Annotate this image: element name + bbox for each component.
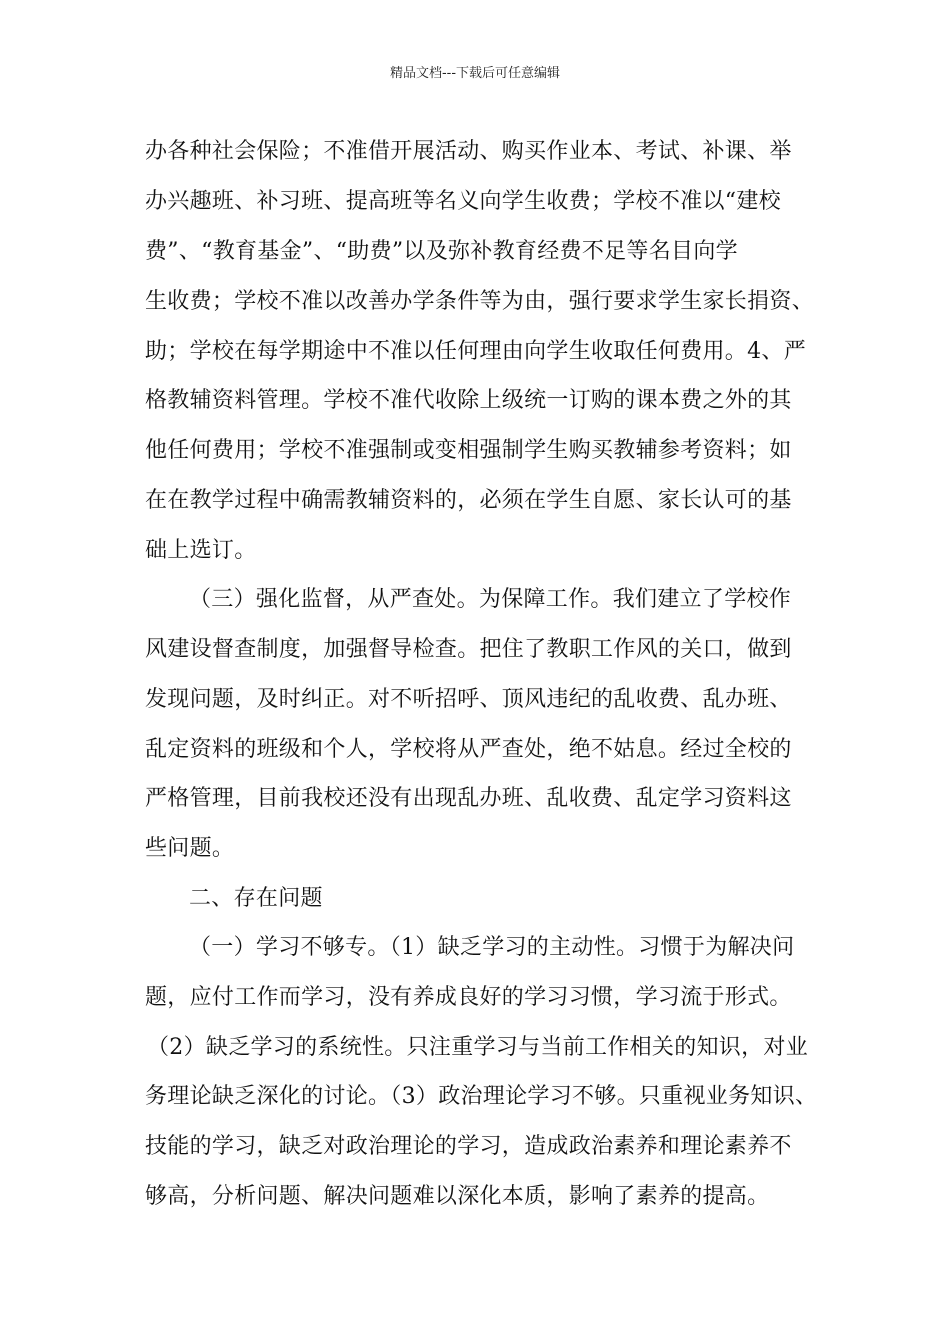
text-line: 础上选订。 — [145, 538, 257, 563]
text-line: 技能的学习，缺乏对政治理论的学习，造成政治素养和理论素养不 — [145, 1134, 792, 1159]
text-line: 费”、“教育基金”、“助费”以及弥补教育经费不足等名目向学 — [145, 239, 738, 264]
text-line: 在在教学过程中确需教辅资料的，必须在学生自愿、家长认可的基 — [145, 488, 792, 513]
text-line: 乱定资料的班级和个人，学校将从严查处，绝不姑息。经过全校的 — [145, 737, 792, 762]
text-line: 生收费；学校不准以改善办学条件等为由，强行要求学生家长捐资、 — [145, 289, 815, 314]
text-line: 发现问题，及时纠正。对不听招呼、顶风违纪的乱收费、乱办班、 — [145, 687, 792, 712]
paragraph-first-line: （三）强化监督，从严查处。为保障工作。我们建立了学校作 — [189, 587, 792, 612]
text-line: 办各种社会保险；不准借开展活动、购买作业本、考试、补课、举 — [145, 139, 792, 164]
paragraph-first-line: （一）学习不够专。（1）缺乏学习的主动性。习惯于为解决问 — [189, 935, 795, 960]
text-line: 务理论缺乏深化的讨论。（3）政治理论学习不够。只重视业务知识、 — [145, 1084, 818, 1109]
page-header: 精品文档---下载后可任意编辑 — [389, 66, 561, 81]
text-line: 够高，分析问题、解决问题难以深化本质，影响了素养的提高。 — [145, 1184, 770, 1209]
text-line: 题，应付工作而学习，没有养成良好的学习习惯，学习流于形式。 — [145, 985, 792, 1010]
text-line: 风建设督查制度，加强督导检查。把住了教职工作风的关口，做到 — [145, 637, 792, 662]
text-line: 些问题。 — [145, 836, 235, 861]
text-line: （2）缺乏学习的系统性。只注重学习与当前工作相关的知识，对业 — [147, 1035, 808, 1060]
text-line: 格教辅资料管理。学校不准代收除上级统一订购的课本费之外的其 — [145, 388, 792, 413]
text-line: 他任何费用；学校不准强制或变相强制学生购买教辅参考资料；如 — [145, 438, 792, 463]
text-line: 严格管理，目前我校还没有出现乱办班、乱收费、乱定学习资料这 — [145, 786, 792, 811]
text-line: 助；学校在每学期途中不准以任何理由向学生收取任何费用。4、严 — [145, 339, 806, 364]
text-line: 办兴趣班、补习班、提高班等名义向学生收费；学校不准以“建校 — [145, 189, 781, 214]
section-heading: 二、存在问题 — [189, 886, 323, 911]
